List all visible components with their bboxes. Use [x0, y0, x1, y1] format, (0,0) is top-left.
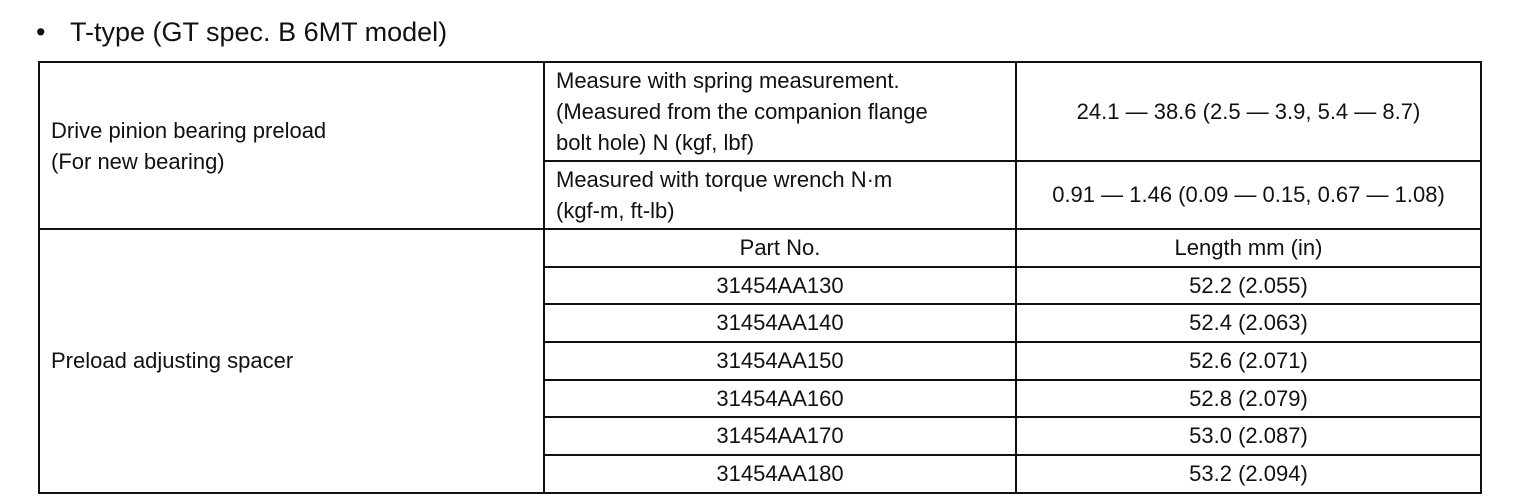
part-number-cell: 31454AA180	[544, 455, 1016, 493]
spring-value-cell: 24.1 — 38.6 (2.5 — 3.9, 5.4 — 8.7)	[1016, 62, 1481, 161]
table-row-spacer-header	[39, 229, 1481, 267]
torque-method-cell	[544, 161, 1016, 229]
length-cell: 53.0 (2.087)	[1016, 417, 1481, 455]
torque-method-line1: Measured with torque wrench N·m	[556, 167, 893, 192]
preload-label-cell	[39, 62, 544, 229]
preload-label-line2: (For new bearing)	[51, 148, 225, 174]
part-number-cell: 31454AA130	[544, 267, 1016, 305]
part-number-cell: 31454AA150	[544, 342, 1016, 380]
torque-method-line2: (kgf-m, ft-lb)	[556, 198, 675, 223]
length-cell: 53.2 (2.094)	[1016, 455, 1481, 493]
length-cell: 52.4 (2.063)	[1016, 304, 1481, 342]
torque-value-cell: 0.91 — 1.46 (0.09 — 0.15, 0.67 — 1.08)	[1016, 161, 1481, 229]
bullet-icon: •	[36, 17, 46, 47]
length-cell: 52.8 (2.079)	[1016, 380, 1481, 418]
section-title: T-type (GT spec. B 6MT model)	[70, 17, 448, 47]
length-cell: 52.6 (2.071)	[1016, 342, 1481, 380]
spring-method-line2: (Measured from the companion flange	[556, 99, 928, 124]
length-cell: 52.2 (2.055)	[1016, 267, 1481, 305]
spec-table	[38, 61, 1482, 494]
spring-method-line3: bolt hole) N (kgf, lbf)	[556, 130, 755, 155]
part-number-cell: 31454AA170	[544, 417, 1016, 455]
spring-method-cell	[544, 62, 1016, 161]
preload-label-line1: Drive pinion bearing preload	[51, 117, 327, 143]
length-header: Length mm (in)	[1016, 229, 1481, 267]
part-number-cell: 31454AA140	[544, 304, 1016, 342]
part-number-header: Part No.	[544, 229, 1016, 267]
table-row-spring	[39, 62, 1481, 161]
spacer-label-cell: Preload adjusting spacer	[39, 229, 544, 493]
section-heading	[36, 15, 447, 49]
part-number-cell: 31454AA160	[544, 380, 1016, 418]
spring-method-line1: Measure with spring measurement.	[556, 68, 900, 93]
